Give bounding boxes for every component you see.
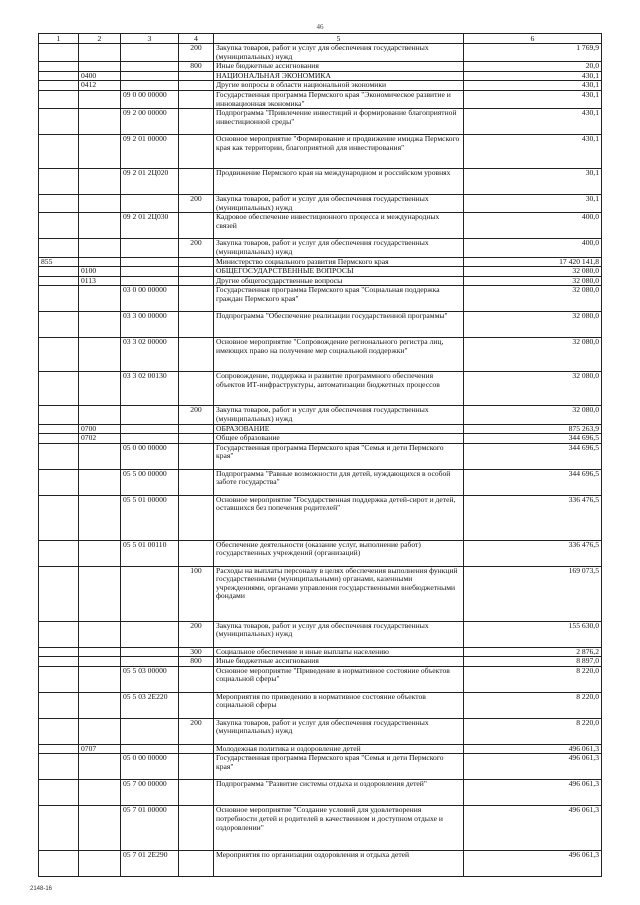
cell-amount: 1 769,9 xyxy=(464,44,602,62)
cell-admin-code: 855 xyxy=(39,257,79,267)
cell-expense-type xyxy=(179,540,214,566)
cell-expense-type xyxy=(179,434,214,444)
cell-target-code: 05 7 01 00000 xyxy=(121,806,179,851)
cell-target-code: 09 2 00 00000 xyxy=(121,109,179,135)
cell-amount: 400,0 xyxy=(464,213,602,239)
cell-admin-code xyxy=(39,213,79,239)
cell-name: Кадровое обеспечение инвестиционного процесса и международных связей xyxy=(214,213,464,239)
cell-expense-type xyxy=(179,81,214,91)
table-row xyxy=(39,406,602,424)
cell-target-code xyxy=(121,647,179,657)
cell-amount: 430,1 xyxy=(464,109,602,135)
cell-name: Основное мероприятие "Приведение в нормативное состояние объектов социальной сферы" xyxy=(214,666,464,692)
cell-target-code: 05 5 01 00110 xyxy=(121,540,179,566)
cell-section-code xyxy=(79,239,121,257)
cell-admin-code xyxy=(39,754,79,780)
cell-expense-type xyxy=(179,109,214,135)
cell-expense-type xyxy=(179,286,214,312)
cell-amount: 2 876,2 xyxy=(464,647,602,657)
cell-section-code xyxy=(79,780,121,806)
cell-amount: 8 897,0 xyxy=(464,657,602,667)
cell-amount: 32 080,0 xyxy=(464,267,602,277)
cell-amount: 336 476,5 xyxy=(464,540,602,566)
cell-target-code xyxy=(121,44,179,62)
cell-target-code xyxy=(121,424,179,434)
cell-target-code: 05 5 00 00000 xyxy=(121,469,179,495)
cell-target-code: 05 0 00 00000 xyxy=(121,754,179,780)
cell-section-code xyxy=(79,406,121,424)
cell-target-code: 05 7 00 00000 xyxy=(121,780,179,806)
page-number: 46 xyxy=(316,23,324,31)
cell-section-code xyxy=(79,754,121,780)
cell-amount: 169 073,5 xyxy=(464,566,602,621)
cell-admin-code xyxy=(39,621,79,647)
cell-name: Государственная программа Пермского края "Экономическое развитие и инновационная экономика" xyxy=(214,90,464,108)
cell-target-code: 05 7 01 2Е290 xyxy=(121,851,179,877)
table-row xyxy=(39,109,602,135)
cell-admin-code xyxy=(39,657,79,667)
cell-expense-type xyxy=(179,851,214,877)
cell-admin-code xyxy=(39,806,79,851)
table-row xyxy=(39,312,602,338)
cell-expense-type xyxy=(179,267,214,277)
cell-name: Иные бюджетные ассигнования xyxy=(214,657,464,667)
cell-target-code xyxy=(121,434,179,444)
cell-expense-type xyxy=(179,754,214,780)
cell-section-code xyxy=(79,566,121,621)
cell-name: Мероприятия по приведению в нормативное состояние объектов социальной сферы xyxy=(214,692,464,718)
cell-name: Общее образование xyxy=(214,434,464,444)
cell-section-code xyxy=(79,109,121,135)
table-row xyxy=(39,71,602,81)
table-row xyxy=(39,718,602,744)
cell-amount: 20,0 xyxy=(464,62,602,72)
cell-target-code xyxy=(121,276,179,286)
cell-name: ОБРАЗОВАНИЕ xyxy=(214,424,464,434)
cell-expense-type: 200 xyxy=(179,239,214,257)
cell-expense-type: 200 xyxy=(179,406,214,424)
cell-name: НАЦИОНАЛЬНАЯ ЭКОНОМИКА xyxy=(214,71,464,81)
cell-section-code xyxy=(79,338,121,372)
cell-section-code xyxy=(79,443,121,469)
cell-name: Закупка товаров, работ и услуг для обеспечения государственных (муниципальных) нужд xyxy=(214,44,464,62)
cell-amount: 430,1 xyxy=(464,90,602,108)
cell-name: Основное мероприятие "Сопровождение регионального регистра лиц, имеющих право на получение мер социальной поддержки" xyxy=(214,338,464,372)
cell-admin-code xyxy=(39,312,79,338)
cell-target-code: 05 0 00 00000 xyxy=(121,443,179,469)
cell-target-code xyxy=(121,718,179,744)
cell-admin-code xyxy=(39,195,79,213)
cell-name: Социальное обеспечение и иные выплаты населению xyxy=(214,647,464,657)
table-row xyxy=(39,372,602,406)
cell-section-code: 0113 xyxy=(79,276,121,286)
cell-section-code xyxy=(79,195,121,213)
table-row xyxy=(39,666,602,692)
table-row xyxy=(39,744,602,754)
cell-expense-type xyxy=(179,692,214,718)
cell-expense-type xyxy=(179,276,214,286)
table-row xyxy=(39,851,602,877)
table-row xyxy=(39,135,602,169)
cell-section-code: 0700 xyxy=(79,424,121,434)
table-row xyxy=(39,338,602,372)
cell-section-code xyxy=(79,540,121,566)
cell-admin-code xyxy=(39,851,79,877)
cell-expense-type xyxy=(179,90,214,108)
cell-name: Министерство социального развития Пермского края xyxy=(214,257,464,267)
cell-admin-code xyxy=(39,44,79,62)
cell-expense-type: 300 xyxy=(179,647,214,657)
cell-name: Закупка товаров, работ и услуг для обеспечения государственных (муниципальных) нужд xyxy=(214,718,464,744)
cell-amount: 400,0 xyxy=(464,239,602,257)
cell-section-code: 0412 xyxy=(79,81,121,91)
cell-target-code xyxy=(121,744,179,754)
cell-amount: 32 080,0 xyxy=(464,406,602,424)
cell-admin-code xyxy=(39,267,79,277)
cell-name: Мероприятия по организации оздоровления и отдыха детей xyxy=(214,851,464,877)
cell-target-code xyxy=(121,71,179,81)
cell-name: Подпрограмма "Привлечение инвестиций и формирование благоприятной инвестиционной среды" xyxy=(214,109,464,135)
table-row xyxy=(39,424,602,434)
cell-expense-type: 800 xyxy=(179,657,214,667)
cell-name: Государственная программа Пермского края "Семья и дети Пермского края" xyxy=(214,443,464,469)
cell-admin-code xyxy=(39,71,79,81)
cell-expense-type xyxy=(179,338,214,372)
cell-target-code xyxy=(121,257,179,267)
cell-name: Основное мероприятие "Создание условий для удовлетворения потребности детей и родителей в качественном и доступном отдыхе и оздоровлении" xyxy=(214,806,464,851)
cell-admin-code xyxy=(39,780,79,806)
cell-expense-type xyxy=(179,135,214,169)
cell-amount: 8 220,0 xyxy=(464,718,602,744)
cell-admin-code xyxy=(39,434,79,444)
cell-target-code: 03 3 02 00130 xyxy=(121,372,179,406)
cell-name: Закупка товаров, работ и услуг для обеспечения государственных (муниципальных) нужд xyxy=(214,195,464,213)
cell-amount: 430,1 xyxy=(464,135,602,169)
table-row xyxy=(39,647,602,657)
table-row xyxy=(39,81,602,91)
cell-admin-code xyxy=(39,424,79,434)
cell-amount: 336 476,5 xyxy=(464,495,602,540)
cell-amount: 32 080,0 xyxy=(464,338,602,372)
cell-amount: 8 220,0 xyxy=(464,666,602,692)
cell-name: Сопровождение, поддержка и развитие программного обеспечения объектов ИТ-инфраструктуры, автоматизации бюджетных процессов xyxy=(214,372,464,406)
cell-amount: 496 061,3 xyxy=(464,806,602,851)
cell-expense-type xyxy=(179,666,214,692)
table-row xyxy=(39,195,602,213)
cell-section-code xyxy=(79,286,121,312)
cell-section-code xyxy=(79,495,121,540)
cell-section-code xyxy=(79,372,121,406)
cell-section-code xyxy=(79,312,121,338)
header-cell: 3 xyxy=(121,34,179,44)
header-cell: 1 xyxy=(39,34,79,44)
cell-target-code xyxy=(121,195,179,213)
cell-target-code xyxy=(121,621,179,647)
cell-name: Молодежная политика и оздоровление детей xyxy=(214,744,464,754)
cell-amount: 30,1 xyxy=(464,169,602,195)
cell-admin-code xyxy=(39,286,79,312)
cell-section-code: 0400 xyxy=(79,71,121,81)
cell-target-code xyxy=(121,406,179,424)
cell-expense-type xyxy=(179,257,214,267)
cell-name: Иные бюджетные ассигнования xyxy=(214,62,464,72)
header-cell: 2 xyxy=(79,34,121,44)
cell-target-code xyxy=(121,657,179,667)
cell-name: Подпрограмма "Развитие системы отдыха и оздоровления детей" xyxy=(214,780,464,806)
cell-admin-code xyxy=(39,718,79,744)
cell-amount: 430,1 xyxy=(464,81,602,91)
table-row xyxy=(39,443,602,469)
cell-section-code xyxy=(79,135,121,169)
cell-target-code xyxy=(121,81,179,91)
cell-admin-code xyxy=(39,443,79,469)
cell-admin-code xyxy=(39,109,79,135)
table-row xyxy=(39,469,602,495)
cell-section-code xyxy=(79,851,121,877)
cell-section-code xyxy=(79,621,121,647)
cell-admin-code xyxy=(39,495,79,540)
cell-expense-type xyxy=(179,780,214,806)
cell-section-code xyxy=(79,692,121,718)
cell-amount: 30,1 xyxy=(464,195,602,213)
cell-target-code: 09 2 01 2Ц030 xyxy=(121,213,179,239)
cell-name: Основное мероприятие "Формирование и продвижение имиджа Пермского края как территории, благоприятной для инвестирования" xyxy=(214,135,464,169)
cell-section-code xyxy=(79,62,121,72)
cell-section-code xyxy=(79,213,121,239)
cell-amount: 32 080,0 xyxy=(464,312,602,338)
cell-section-code xyxy=(79,90,121,108)
cell-section-code xyxy=(79,718,121,744)
cell-target-code: 05 5 03 2Е220 xyxy=(121,692,179,718)
cell-admin-code xyxy=(39,540,79,566)
cell-target-code xyxy=(121,566,179,621)
cell-target-code: 03 3 02 00000 xyxy=(121,338,179,372)
cell-expense-type xyxy=(179,213,214,239)
table-row xyxy=(39,434,602,444)
cell-admin-code xyxy=(39,566,79,621)
table-row xyxy=(39,257,602,267)
cell-section-code: 0100 xyxy=(79,267,121,277)
cell-admin-code xyxy=(39,692,79,718)
cell-amount: 496 061,3 xyxy=(464,851,602,877)
cell-name: Государственная программа Пермского края "Семья и дети Пермского края" xyxy=(214,754,464,780)
cell-target-code: 03 0 00 00000 xyxy=(121,286,179,312)
table-row xyxy=(39,692,602,718)
cell-name: Другие общегосударственные вопросы xyxy=(214,276,464,286)
cell-section-code xyxy=(79,257,121,267)
cell-section-code xyxy=(79,806,121,851)
cell-expense-type xyxy=(179,312,214,338)
table-row xyxy=(39,495,602,540)
cell-expense-type xyxy=(179,443,214,469)
cell-expense-type: 200 xyxy=(179,195,214,213)
cell-expense-type xyxy=(179,469,214,495)
cell-target-code: 09 0 00 00000 xyxy=(121,90,179,108)
cell-expense-type xyxy=(179,806,214,851)
header-cell: 5 xyxy=(214,34,464,44)
table-row xyxy=(39,213,602,239)
cell-target-code xyxy=(121,239,179,257)
cell-amount: 17 420 141,8 xyxy=(464,257,602,267)
cell-name: Продвижение Пермского края на международном и российском уровнях xyxy=(214,169,464,195)
cell-admin-code xyxy=(39,372,79,406)
cell-name: ОБЩЕГОСУДАРСТВЕННЫЕ ВОПРОСЫ xyxy=(214,267,464,277)
cell-amount: 32 080,0 xyxy=(464,286,602,312)
cell-expense-type xyxy=(179,71,214,81)
header-row xyxy=(39,34,602,44)
cell-admin-code xyxy=(39,135,79,169)
cell-admin-code xyxy=(39,744,79,754)
table-row xyxy=(39,754,602,780)
cell-expense-type xyxy=(179,495,214,540)
table-row xyxy=(39,621,602,647)
cell-section-code xyxy=(79,469,121,495)
cell-name: Закупка товаров, работ и услуг для обеспечения государственных (муниципальных) нужд xyxy=(214,406,464,424)
table-row xyxy=(39,276,602,286)
cell-admin-code xyxy=(39,239,79,257)
cell-name: Другие вопросы в области национальной экономики xyxy=(214,81,464,91)
cell-admin-code xyxy=(39,81,79,91)
table-row xyxy=(39,44,602,62)
cell-section-code xyxy=(79,657,121,667)
cell-expense-type: 800 xyxy=(179,62,214,72)
cell-name: Расходы на выплаты персоналу в целях обеспечения выполнения функций государственными (муниципальными) органами, казенными учреждениями, органами управления государственными внебюджетными фондами xyxy=(214,566,464,621)
cell-amount: 8 220,0 xyxy=(464,692,602,718)
cell-section-code xyxy=(79,169,121,195)
table-row xyxy=(39,267,602,277)
cell-expense-type xyxy=(179,744,214,754)
cell-name: Подпрограмма "Обеспечение реализации государственной программы" xyxy=(214,312,464,338)
footer-code: 2148-16 xyxy=(30,886,53,892)
cell-amount: 496 061,3 xyxy=(464,754,602,780)
cell-expense-type xyxy=(179,169,214,195)
cell-target-code: 09 2 01 2Ц020 xyxy=(121,169,179,195)
table-row xyxy=(39,657,602,667)
cell-amount: 344 696,5 xyxy=(464,469,602,495)
table-row xyxy=(39,239,602,257)
table-row xyxy=(39,286,602,312)
table-row xyxy=(39,540,602,566)
budget-table-body xyxy=(39,34,602,877)
cell-amount: 496 061,3 xyxy=(464,780,602,806)
table-row xyxy=(39,566,602,621)
table-row xyxy=(39,62,602,72)
cell-admin-code xyxy=(39,62,79,72)
cell-amount: 430,1 xyxy=(464,71,602,81)
cell-section-code xyxy=(79,666,121,692)
cell-target-code: 05 5 01 00000 xyxy=(121,495,179,540)
cell-section-code xyxy=(79,647,121,657)
cell-admin-code xyxy=(39,90,79,108)
cell-name: Закупка товаров, работ и услуг для обеспечения государственных (муниципальных) нужд xyxy=(214,621,464,647)
cell-target-code: 09 2 01 00000 xyxy=(121,135,179,169)
budget-table xyxy=(38,33,602,877)
table-row xyxy=(39,780,602,806)
cell-admin-code xyxy=(39,169,79,195)
cell-expense-type xyxy=(179,372,214,406)
table-row xyxy=(39,806,602,851)
cell-admin-code xyxy=(39,647,79,657)
cell-expense-type: 100 xyxy=(179,566,214,621)
cell-target-code: 03 3 00 00000 xyxy=(121,312,179,338)
cell-admin-code xyxy=(39,406,79,424)
cell-name: Основное мероприятие "Государственная поддержка детей-сирот и детей, оставшихся без попечения родителей" xyxy=(214,495,464,540)
cell-section-code: 0707 xyxy=(79,744,121,754)
cell-expense-type: 200 xyxy=(179,621,214,647)
cell-target-code: 05 5 03 00000 xyxy=(121,666,179,692)
cell-target-code xyxy=(121,62,179,72)
cell-name: Закупка товаров, работ и услуг для обеспечения государственных (муниципальных) нужд xyxy=(214,239,464,257)
cell-amount: 496 061,3 xyxy=(464,744,602,754)
cell-name: Государственная программа Пермского края "Социальная поддержка граждан Пермского края" xyxy=(214,286,464,312)
header-cell: 4 xyxy=(179,34,214,44)
cell-amount: 32 080,0 xyxy=(464,372,602,406)
cell-admin-code xyxy=(39,276,79,286)
cell-section-code: 0702 xyxy=(79,434,121,444)
cell-amount: 32 080,0 xyxy=(464,276,602,286)
table-row xyxy=(39,90,602,108)
cell-target-code xyxy=(121,267,179,277)
table-row xyxy=(39,169,602,195)
cell-expense-type: 200 xyxy=(179,44,214,62)
cell-admin-code xyxy=(39,469,79,495)
cell-expense-type xyxy=(179,424,214,434)
cell-amount: 875 263,9 xyxy=(464,424,602,434)
cell-expense-type: 200 xyxy=(179,718,214,744)
cell-admin-code xyxy=(39,666,79,692)
cell-name: Подпрограмма "Равные возможности для детей, нуждающихся в особой заботе государства" xyxy=(214,469,464,495)
cell-amount: 344 696,5 xyxy=(464,443,602,469)
header-cell: 6 xyxy=(464,34,602,44)
cell-name: Обеспечение деятельности (оказание услуг, выполнение работ) государственных учреждений (организаций) xyxy=(214,540,464,566)
cell-section-code xyxy=(79,44,121,62)
cell-amount: 344 696,5 xyxy=(464,434,602,444)
cell-admin-code xyxy=(39,338,79,372)
cell-amount: 155 630,0 xyxy=(464,621,602,647)
